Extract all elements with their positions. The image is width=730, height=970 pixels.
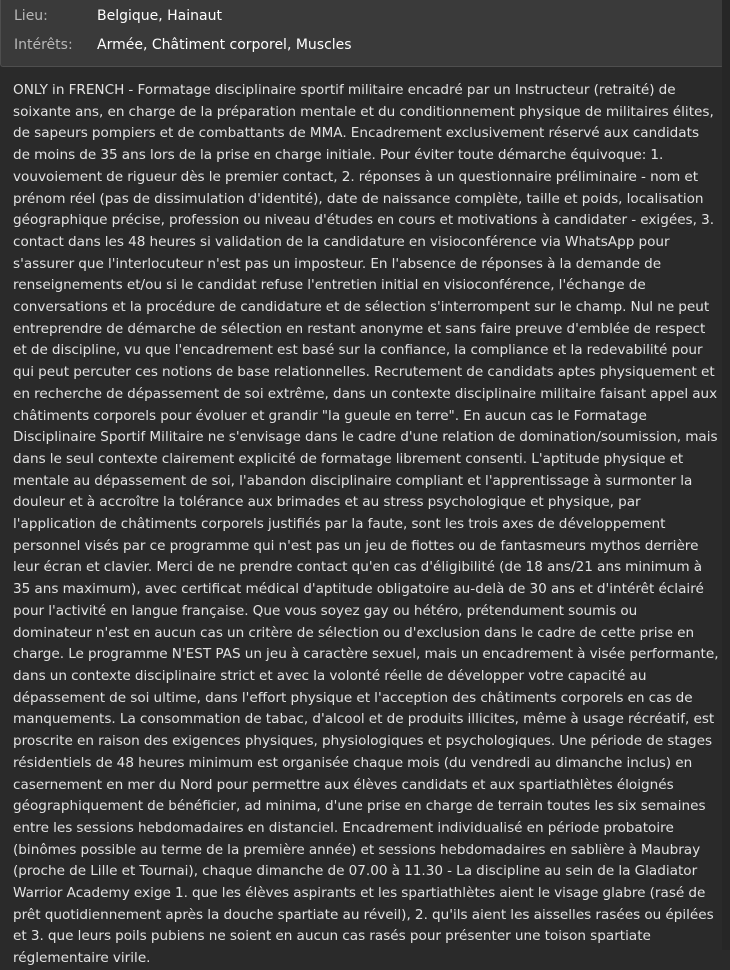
scrollbar-track[interactable] [722,0,730,950]
profile-info-panel [0,0,724,67]
location-row [1,5,723,27]
profile-description: ONLY in FRENCH - Formatage disciplinaire sportif militaire encadré par un Instructeur (retraité) de soixante ans, en charge de la préparation mentale et du conditionnement physique de militaires élites, de sapeurs pompiers et de combattants de MMA. Encadrement exclusivement réservé aux candidats de moins de 35 ans lors de la prise en charge initiale. Pour éviter toute démarche équivoque: 1. vouvoiement de rigueur dès le premier contact, 2. réponses à un questionnaire préliminaire - nom et prénom réel (pas de dissimulation d'identité), date de naissance complète, taille et poids, localisation géographique précise, profession ou niveau d'études en cours et motivations à candidater - exigées, 3. contact dans les 48 heures si validation de la candidature en visioconférence via WhatsApp pour s'assurer que l'interlocuteur n'est pas un imposteur. En l'absence de réponses à la demande de renseignements et/ou si le candidat refuse l'entretien initial en visioconférence, l'échange de conversations et la procédure de candidature et de sélection s'interrompent sur le champ. Nul ne peut entreprendre de démarche de sélection en restant anonyme et sans faire preuve d'emblée de respect et de discipline, vu que l'encadrement est basé sur la confiance, la compliance et la redevabilité pour qui peut percuter ces notions de base relationnelles. Recrutement de candidats aptes physiquement et en recherche de dépassement de soi extrême, dans un contexte disciplinaire militaire faisant appel aux châtiments corporels pour évoluer et grandir "la gueule en terre". En aucun cas le Formatage Disciplinaire Sportif Militaire ne s'envisage dans le cadre d'une relation de domination/soumission, mais dans le seul contexte clairement explicité de formatage librement consenti. L'aptitude physique et mentale au dépassement de soi, l'abandon disciplinaire compliant et l'apprentissage à surmonter la douleur et à accroître la tolérance aux brimades et au stress psychologique et physique, par l'application de châtiments corporels justifiés par la faute, sont les trois axes de développement personnel visés par ce programme qui n'est pas un jeu de fiottes ou de fantasmeurs mythos derrière leur écran et clavier. Merci de ne prendre contact qu'en cas d'éligibilité (de 18 ans/21 ans minimum à 35 ans maximum), avec certificat médical d'aptitude obligatoire au-delà de 30 ans et d'intérêt éclairé pour l'activité en langue française. Que vous soyez gay ou hétéro, prétendument soumis ou dominateur n'est en aucun cas un critère de sélection ou d'exclusion dans le cadre de cette prise en charge. Le programme N'EST PAS un jeu à caractère sexuel, mais un encadrement à visée performante, dans un contexte disciplinaire strict et avec la volonté réelle de développer votre capacité au dépassement de soi ultime, dans l'effort physique et l'acception des châtiments corporels en cas de manquements. La consommation de tabac, d'alcool et de produits illicites, même à usage récréatif, est proscrite en raison des exigences physiques, physiologiques et psychologiques. Une période de stages résidentiels de 48 heures minimum est organisée chaque mois (du vendredi au dimanche inclus) en casernement en mer du Nord pour permettre aux élèves candidats et aux spartiathlètes éloignés géographiquement de bénéficier, ad minima, d'une prise en charge de terrain toutes les six semaines entre les sessions hebdomadaires en distanciel. Encadrement individualisé en période probatoire (binômes possible au terme de la première année) et sessions hebdomadaires en sablière à Maubray (proche de Lille et Tournai), chaque dimanche de 07.00 à 11.30 - La discipline au sein de la Gladiator Warrior Academy exige 1. que les élèves aspirants et les spartiathlètes aient le visage glabre (rasé de prêt quotidiennement après la douche spartiate au réveil), 2. qu'ils aient les aisselles rasées ou épilées et 3. que leurs poils pubiens ne soient en aucun cas rasés pour présenter une toison spartiate réglementaire virile. [13,82,719,967]
interests-row [1,34,723,56]
interests-value: Armée, Châtiment corporel, Muscles [97,37,352,53]
location-value: Belgique, Hainaut [97,8,222,24]
location-label: Lieu: [14,8,48,24]
interests-label: Intérêts: [14,37,73,53]
